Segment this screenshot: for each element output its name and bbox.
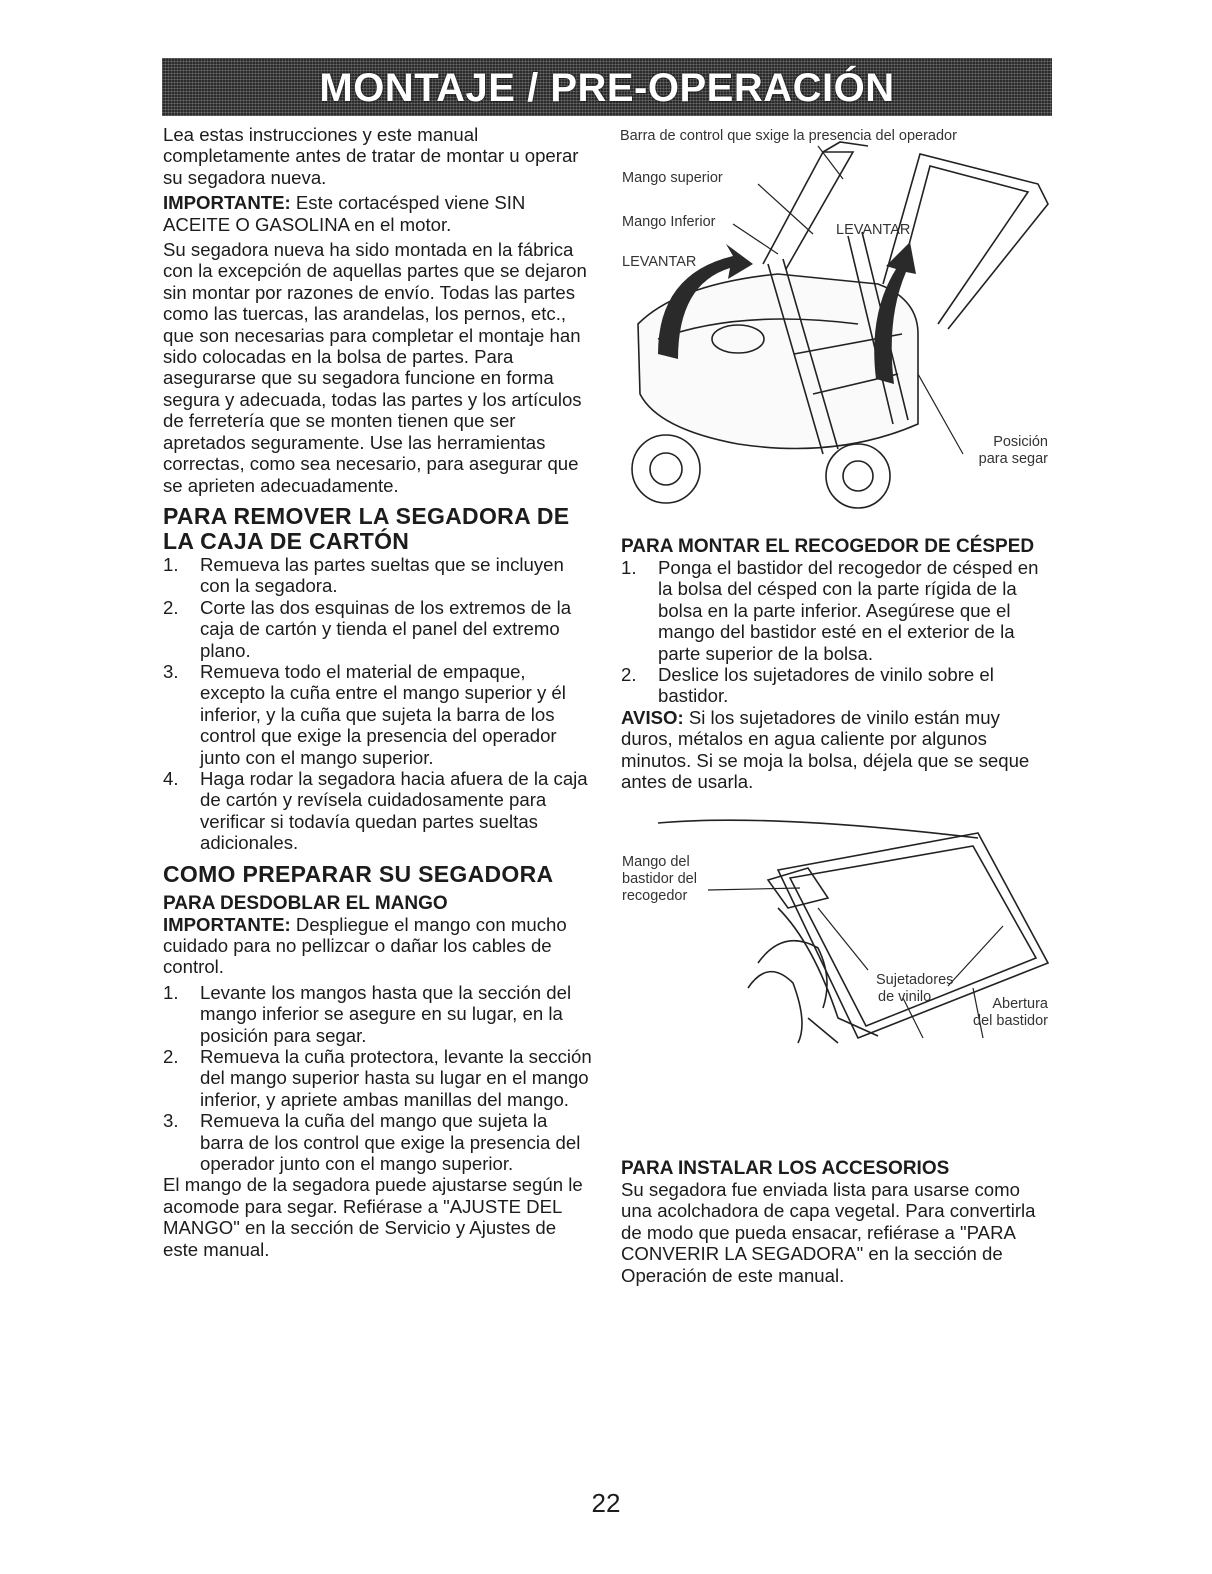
- list-item: [621, 557, 1056, 664]
- right-column-upper: [621, 536, 1056, 796]
- label-line: bastidor del: [622, 871, 697, 887]
- label-control-bar: Barra de control que sxige la presencia del operador: [620, 128, 957, 144]
- important-note: [163, 192, 593, 235]
- step-number: 1.: [163, 981, 179, 1003]
- step-number: 3.: [163, 660, 179, 682]
- step-number: 2.: [163, 596, 179, 618]
- step-number: 2.: [621, 664, 637, 686]
- catcher-steps-list: [621, 557, 1056, 707]
- grass-catcher-figure: [618, 808, 1058, 1048]
- right-column-lower: [621, 1158, 1056, 1290]
- label-mowing-position: [966, 434, 1048, 468]
- remove-steps-list: [163, 554, 593, 854]
- step-number: 2.: [163, 1046, 179, 1068]
- step-text: Deslice los sujetadores de vinilo sobre el bastidor.: [658, 664, 994, 707]
- label-lift-left: LEVANTAR: [622, 254, 697, 270]
- label-line: Mango del: [622, 854, 690, 870]
- notice-text: Si los sujetadores de vinilo están muy duros, métalos en agua caliente por algunos minutos. Si se moja la bolsa, déjela que se seque antes de usarla.: [621, 706, 1030, 793]
- unfold-steps-list: [163, 982, 593, 1175]
- list-item: [163, 597, 593, 661]
- assembly-paragraph: Su segadora nueva ha sido montada en la fábrica con la excepción de aquellas partes que se dejaron sin montar por razones de envío. Todas las partes como las tuercas, las arandelas, los pernos, etc., que son necesarias para completar el montaje han sido colocadas en la bolsa de partes. Para asegurarse que su segadora funcione en forma segura y adecuada, todas las partes y los artículos de ferretería que se monten tienen que ser apretados seguramente. Use las herramientas correctas, como sea necesario, para asegurar que se aprieten adecuadamente.: [163, 239, 587, 496]
- label-line: Abertura: [992, 996, 1048, 1012]
- label-line: recogedor: [622, 888, 688, 904]
- list-item: [621, 664, 1056, 707]
- step-text: Remueva las partes sueltas que se incluyen con la segadora.: [200, 553, 564, 597]
- section-banner: [162, 58, 1052, 116]
- step-number: 1.: [621, 557, 637, 578]
- label-vinyl-clips: [876, 972, 953, 1006]
- notice-paragraph: [621, 707, 1056, 793]
- step-text: Remueva todo el material de empaque, excepto la cuña entre el mango superior y él inferior, y la cuña que sujeta la barra de los control que exige la presencia del operador junto con el mango superior.: [200, 660, 566, 768]
- step-text: Remueva la cuña protectora, levante la sección del mango superior hasta su lugar en el mango inferior, y apriete ambas manillas del mango.: [200, 1046, 592, 1110]
- list-item: [163, 982, 593, 1046]
- label-lower-handle: Mango Inferior: [622, 214, 716, 230]
- label-line: para segar: [978, 451, 1048, 467]
- label-frame-handle: [622, 854, 697, 905]
- label-lift-right: LEVANTAR: [836, 222, 911, 238]
- accessories-heading: PARA INSTALAR LOS ACCESORIOS: [621, 1158, 950, 1179]
- unfold-important: [163, 914, 593, 978]
- list-item: [163, 1110, 593, 1174]
- page-title: MONTAJE / PRE-OPERACIÓN: [319, 66, 895, 110]
- step-text: Levante los mangos hasta que la sección del mango inferior se asegure en su lugar, en la posición para segar.: [200, 981, 572, 1046]
- label-line: del bastidor: [973, 1013, 1048, 1029]
- label-frame-opening: [952, 996, 1048, 1030]
- important-text: Este cortacésped viene SIN ACEITE O GASOLINA en el motor.: [163, 192, 526, 235]
- list-item: [163, 554, 593, 597]
- intro-paragraph: Lea estas instrucciones y este manual completamente antes de tratar de montar u operar su segadora nueva.: [163, 124, 579, 188]
- step-text: Ponga el bastidor del recogedor de césped en la bolsa del césped con la parte rígida de la bolsa en la parte inferior. Asegúrese que el mango del bastidor esté en el exterior de la parte superior de la bolsa.: [658, 557, 1039, 664]
- step-number: 4.: [163, 767, 179, 789]
- list-item: [163, 768, 593, 854]
- list-item: [163, 661, 593, 768]
- important-text: Despliegue el mango con mucho cuidado para no pellizcar o dañar los cables de control.: [163, 913, 567, 978]
- step-text: Corte las dos esquinas de los extremos de la caja de cartón y tienda el panel del extremo plano.: [200, 596, 572, 661]
- prepare-heading: COMO PREPARAR SU SEGADORA: [163, 860, 554, 887]
- step-number: 3.: [163, 1110, 179, 1132]
- step-number: 1.: [163, 553, 179, 575]
- important-label: IMPORTANTE:: [163, 913, 291, 935]
- label-line: Posición: [993, 434, 1048, 450]
- label-line: de vinilo: [878, 989, 932, 1005]
- list-item: [163, 1046, 593, 1110]
- handle-note: El mango de la segadora puede ajustarse según le acomode para segar. Refiérase a "AJUSTE DEL MANGO" en la sección de Servicio y Ajustes de este manual.: [163, 1174, 583, 1260]
- mower-handle-figure: [618, 124, 1058, 514]
- accessories-paragraph: Su segadora fue enviada lista para usarse como una acolchadora de capa vegetal. Para convertirla de modo que pueda ensacar, refiérase a "PARA CONVERIR LA SEGADORA" en la sección de Operación de este manual.: [621, 1179, 1036, 1286]
- step-text: Remueva la cuña del mango que sujeta la barra de los control que exige la presencia del operador junto con el mango superior.: [200, 1110, 581, 1175]
- page-number: 22: [591, 1488, 621, 1518]
- label-upper-handle: Mango superior: [622, 170, 723, 186]
- label-line: Sujetadores: [876, 972, 954, 988]
- step-text: Haga rodar la segadora hacia afuera de la caja de cartón y revísela cuidadosamente para verificar si todavía quedan partes sueltas adicionales.: [200, 767, 588, 854]
- catcher-heading: PARA MONTAR EL RECOGEDOR DE CÉSPED: [621, 536, 1035, 557]
- notice-label: AVISO:: [621, 706, 684, 728]
- important-label: IMPORTANTE:: [163, 192, 291, 214]
- unfold-heading: PARA DESDOBLAR EL MANGO: [163, 892, 448, 914]
- remove-heading: PARA REMOVER LA SEGADORA DE LA CAJA DE CARTÓN: [163, 502, 570, 554]
- left-column: [163, 124, 593, 1264]
